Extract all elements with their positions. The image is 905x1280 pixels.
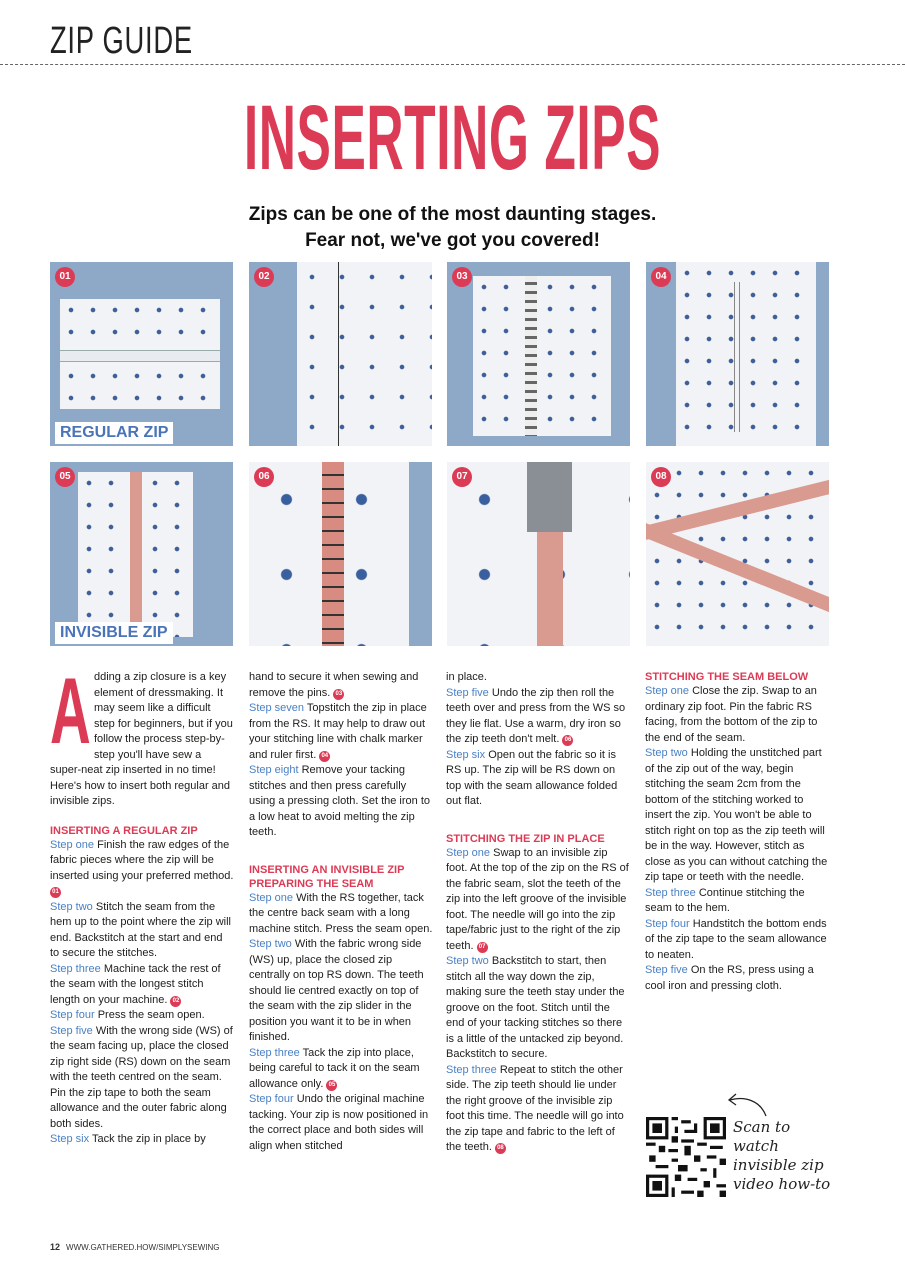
invisible-step-4-cont: in place. xyxy=(446,671,487,683)
invisible-step-5: Step five Undo the zip then roll the teeth over and press from the WS so they lie flat. Use a warm, dry iron so the zip teeth don't melt. 06 xyxy=(446,686,626,745)
qr-caption: Scan to watch invisible zip video how-to xyxy=(733,1118,831,1193)
place-step-3: Step three Repeat to stitch the other side. The zip teeth should lie under the right groove of the invisible zip foot this time. The needle will go into the zip tape and fabric to the left of the teeth. 08 xyxy=(446,1063,624,1153)
step-badge: 03 xyxy=(452,267,472,287)
photo-07 xyxy=(447,462,630,646)
invisible-step-2: Step two With the fabric wrong side (WS) up, place the closed zip centrally on top RS down. The teeth should lie centred exactly on top of the seam with the zip slider in the position you want it to be in when finished. xyxy=(249,938,424,1043)
regular-step-6-cont: hand to secure it when sewing and remove the pins. 03 xyxy=(249,671,419,699)
regular-step-3: Step three Machine tack the rest of the seam with the longest stitch length on your machine. 02 xyxy=(50,962,221,1006)
page-title: INSERTING ZIPS xyxy=(243,87,662,189)
step-badge: 04 xyxy=(651,267,671,287)
step-badge: 07 xyxy=(452,467,472,487)
photo-02 xyxy=(249,262,432,446)
step-badge: 02 xyxy=(254,267,274,287)
intro-paragraph: Adding a zip closure is a key element of dressmaking. It may seem like a difficult step for beginners, but if you follow the process step-by-step you'll have sew a super-neat zip inserted in no time! Here's how to insert both regular and invisible zips. xyxy=(50,658,233,807)
photo-05 xyxy=(50,462,233,646)
photo-04 xyxy=(646,262,829,446)
regular-step-8: Step eight Remove your tacking stitches and then press carefully using a pressing cloth. Set the iron to a low heat to avoid melting the zip teeth. xyxy=(249,764,430,838)
header-divider xyxy=(0,64,905,65)
photo-08 xyxy=(646,462,829,646)
text-column-2 xyxy=(249,670,433,1154)
below-step-4: Step four Handstitch the bottom ends of the zip tape to the seam allowance to neaten. xyxy=(645,917,827,961)
regular-zip-label: REGULAR ZIP xyxy=(55,422,173,444)
text-column-1 xyxy=(50,658,234,1148)
place-step-2: Step two Backstitch to start, then stitch all the way down the zip, making sure the teeth stay under the groove on the foot. Stitch until the end of your tacking stitches so there is a little of the untacked zip beyond. Backstitch to secure. xyxy=(446,955,625,1060)
qr-code[interactable] xyxy=(646,1117,726,1197)
heading-preparing-seam: PREPARING THE SEAM xyxy=(249,877,374,890)
invisible-step-6: Step six Open out the fabric so it is RS up. The zip will be RS down on top with the seam allowance folded out flat. xyxy=(446,748,618,807)
regular-step-4: Step four Press the seam open. xyxy=(50,1009,205,1021)
regular-step-5: Step five With the wrong side (WS) of the seam facing up, place the closed zip right side (RS) down on the seam with the teeth centred on the seam. Pin the zip tape to both the seam allowance and the outer fabric along both sides. xyxy=(50,1024,233,1130)
below-step-5: Step five On the RS, press using a cool iron and pressing cloth. xyxy=(645,964,814,992)
heading-stitching-zip: STITCHING THE ZIP IN PLACE xyxy=(446,832,605,845)
heading-regular-zip: INSERTING A REGULAR ZIP xyxy=(50,824,198,837)
step-badge: 05 xyxy=(55,467,75,487)
invisible-step-1: Step one With the RS together, tack the centre back seam with a long machine stitch. Press the seam open. xyxy=(249,891,433,935)
step-badge: 06 xyxy=(254,467,274,487)
regular-step-1: Step one Finish the raw edges of the fabric pieces where the zip will be inserted using your preferred method. 01 xyxy=(50,838,234,900)
photo-03 xyxy=(447,262,630,446)
section-title: ZIP GUIDE xyxy=(50,20,193,62)
regular-step-7: Step seven Topstitch the zip in place from the RS. It may help to draw out your stitching line with chalk marker and ruler first. 04 xyxy=(249,702,427,761)
invisible-step-4: Step four Undo the original machine tacking. Your zip is now positioned in the correct place and both sides will align when stitched xyxy=(249,1093,429,1152)
step-badge: 08 xyxy=(651,467,671,487)
step-badge: 01 xyxy=(55,267,75,287)
text-column-3 xyxy=(446,670,630,1156)
heading-invisible-zip: INSERTING AN INVISIBLE ZIP xyxy=(249,863,405,876)
dropcap: A xyxy=(50,658,91,763)
regular-step-2: Step two Stitch the seam from the hem up to the point where the zip will end. Backstitch at the start and end to secure the stitches. xyxy=(50,900,231,959)
footer-url[interactable]: WWW.GATHERED.HOW/SIMPLYSEWING xyxy=(66,1243,220,1252)
subtitle-line-1: Zips can be one of the most daunting stages. xyxy=(248,204,657,225)
below-step-3: Step three Continue stitching the seam to the hem. xyxy=(645,886,805,914)
below-step-1: Step one Close the zip. Swap to an ordinary zip foot. Pin the fabric RS facing, from the bottom of the zip to the end of the seam. xyxy=(645,685,818,744)
footer xyxy=(50,1242,220,1252)
page-number: 12 xyxy=(50,1242,61,1252)
text-column-4 xyxy=(645,670,829,994)
curved-arrow-icon xyxy=(722,1090,772,1120)
photo-06 xyxy=(249,462,432,646)
photo-01 xyxy=(50,262,233,446)
subtitle-line-2: Fear not, we've got you covered! xyxy=(305,230,600,251)
heading-seam-below: STITCHING THE SEAM BELOW xyxy=(645,671,809,683)
place-step-1: Step one Swap to an invisible zip foot. At the top of the zip on the RS of the fabric seam, slot the teeth of the zip into the left groove of the invisible foot. The needle will go into the zip tape/fabric just to the right of the zip teeth. 07 xyxy=(446,846,629,952)
page-subtitle xyxy=(0,202,905,254)
invisible-step-3: Step three Tack the zip into place, being careful to tack it on the seam allowance only. 05 xyxy=(249,1046,420,1090)
below-step-2: Step two Holding the unstitched part of the zip out of the way, begin stitching the seam 2cm from the bottom of the stitching worked to insert the zip. You won't be able to stitch right on top as the zip teeth will be in the way. However, stitch as close as you can without catching the zip tape or teeth with the needle. xyxy=(645,747,828,883)
regular-step-6: Step six Tack the zip in place by xyxy=(50,1133,206,1145)
invisible-zip-label: INVISIBLE ZIP xyxy=(55,622,173,644)
